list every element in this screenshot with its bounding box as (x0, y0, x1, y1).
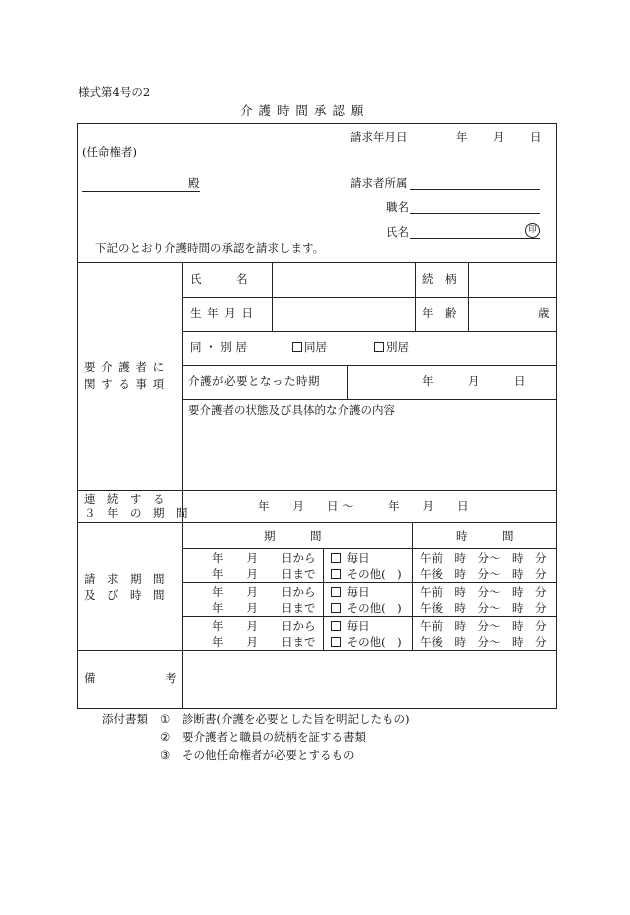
request-period-label-2: 及 び 時 間 (84, 588, 165, 602)
row3-daily[interactable]: 毎日 (331, 621, 370, 633)
remarks-label-left: 備 (84, 671, 96, 685)
checkbox-icon (374, 342, 384, 352)
form-number: 様式第4号の2 (78, 85, 151, 99)
relationship-label: 続 柄 (422, 272, 457, 286)
position-field[interactable] (410, 213, 540, 214)
recipient-name-label: 氏 名 (190, 272, 248, 286)
period3-range: 年 月 日 ～ 年 月 日 (258, 499, 469, 513)
request-date-label: 請求年月日 (350, 130, 408, 144)
request-date-year: 年 (456, 130, 468, 144)
row1-to: 年 月 日まで (212, 567, 316, 581)
checkbox-icon (292, 342, 302, 352)
care-recipient-label-2: 関 す る 事 項 (84, 377, 166, 391)
attachment-2-num: ② (160, 730, 171, 744)
row3-pm: 午後 時 分～ 時 分 (420, 635, 547, 649)
checkbox-icon (331, 569, 341, 579)
row3-am: 午前 時 分～ 時 分 (420, 619, 547, 633)
row2-daily[interactable]: 毎日 (331, 587, 370, 599)
checkbox-icon (331, 637, 341, 647)
row3-to: 年 月 日まで (212, 635, 316, 649)
remarks-label-right: 考 (165, 671, 177, 685)
affiliation-label: 請求者所属 (350, 176, 408, 190)
seal-mark: 印 (525, 223, 540, 238)
period3-label-1: 連 続 す る (84, 492, 165, 506)
row1-pm: 午後 時 分～ 時 分 (420, 567, 547, 581)
addressee: (任命権者) (82, 145, 137, 159)
cohabit-label: 同 ・ 別 居 (190, 340, 247, 354)
row2-from: 年 月 日から (212, 585, 316, 599)
position-label: 職名 (386, 200, 409, 214)
attachment-2-text: 要介護者と職員の続柄を証する書類 (182, 730, 366, 744)
request-period-label-1: 請 求 期 間 (84, 572, 165, 586)
row1-am: 午前 時 分～ 時 分 (420, 551, 547, 565)
care-recipient-label-1: 要 介 護 者 に (84, 360, 166, 374)
needed-since-label: 介護が必要となった時期 (188, 374, 320, 388)
attachment-1-num: ① (160, 712, 171, 726)
honorific: 殿 (188, 176, 200, 190)
row2-pm: 午後 時 分～ 時 分 (420, 601, 547, 615)
addressee-line[interactable] (82, 191, 200, 192)
separate-checkbox[interactable]: 別居 (374, 342, 409, 354)
row1-other[interactable]: その他( ) (331, 569, 402, 581)
request-date-month: 月 (493, 130, 505, 144)
period-header: 期 間 (264, 529, 322, 543)
affiliation-field[interactable] (410, 189, 540, 190)
name-field[interactable] (410, 238, 540, 239)
row1-from: 年 月 日から (212, 551, 316, 565)
row2-am: 午前 時 分～ 時 分 (420, 585, 547, 599)
checkbox-icon (331, 603, 341, 613)
period3-label-2: ３ 年 の 期 間 (84, 506, 188, 520)
attachment-3-text: その他任命権者が必要とするもの (182, 748, 355, 762)
birth-date-label: 生 年 月 日 (190, 306, 254, 320)
cohabit-checkbox[interactable]: 同居 (292, 342, 327, 354)
checkbox-icon (331, 621, 341, 631)
row2-other[interactable]: その他( ) (331, 603, 402, 615)
checkbox-icon (331, 553, 341, 563)
row3-other[interactable]: その他( ) (331, 637, 402, 649)
name-label: 氏名 (386, 225, 409, 239)
page-title: 介 護 時 間 承 認 願 (240, 103, 365, 118)
attachments-label: 添付書類 (102, 712, 148, 726)
needed-since-date: 年 月 日 (422, 374, 526, 388)
age-label: 年 齢 (422, 306, 457, 320)
row2-to: 年 月 日まで (212, 601, 316, 615)
request-date-day: 日 (530, 130, 542, 144)
attachment-3-num: ③ (160, 748, 171, 762)
attachment-1-text: 診断書(介護を必要とした旨を明記したもの) (182, 712, 410, 726)
age-unit: 歳 (538, 306, 550, 320)
request-statement: 下記のとおり介護時間の承認を請求します。 (95, 241, 325, 255)
row3-from: 年 月 日から (212, 619, 316, 633)
checkbox-icon (331, 587, 341, 597)
row1-daily[interactable]: 毎日 (331, 553, 370, 565)
condition-label: 要介護者の状態及び具体的な介護の内容 (188, 403, 395, 417)
time-header: 時 間 (456, 529, 514, 543)
